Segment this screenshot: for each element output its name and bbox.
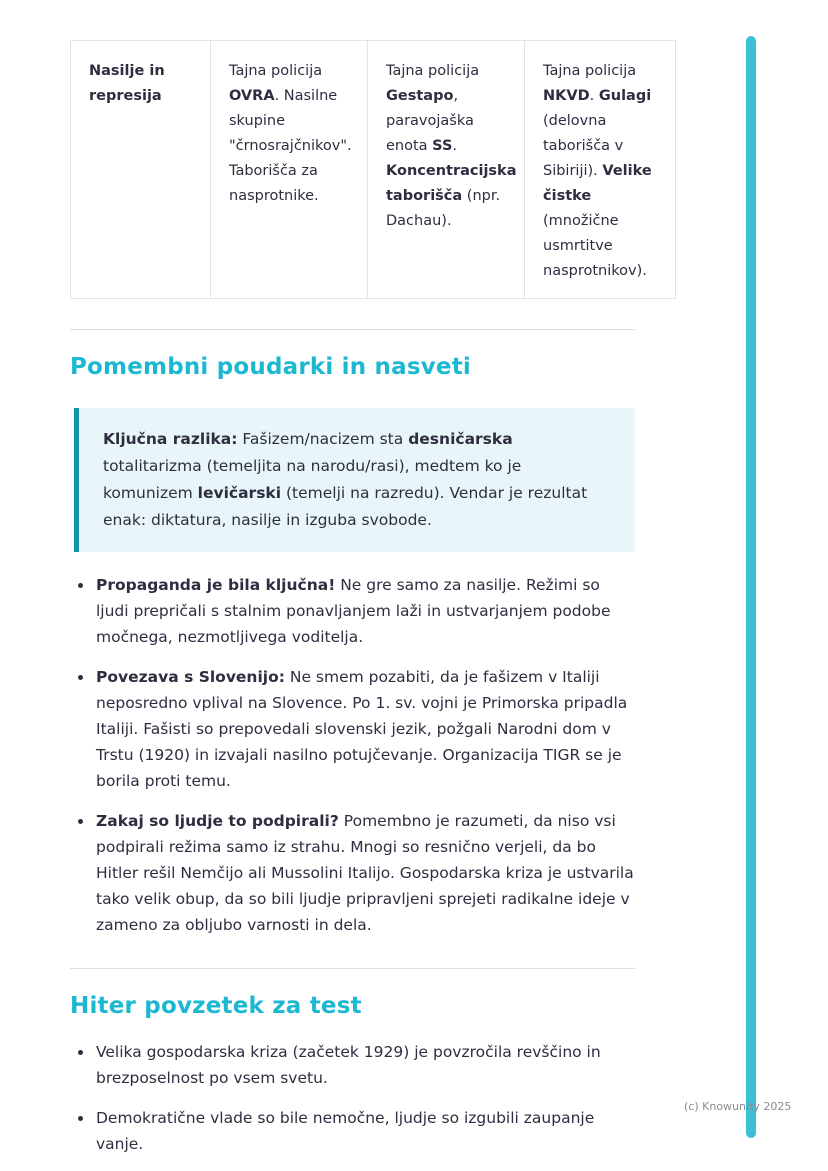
section-heading-highlights: Pomembni poudarki in nasveti [70, 354, 471, 380]
section-divider [70, 329, 635, 330]
section-divider [70, 968, 635, 969]
highlights-bullet-list [70, 572, 636, 938]
list-item: • Propaganda je bila ključna! Ne gre samo za nasilje. Režimi so ljudi prepričali s stalnim ponavljanjem laži in ustvarjanjem podobe močnega, nezmotljivega voditelja. [94, 572, 636, 650]
table-row [71, 41, 676, 299]
table-cell-communism: Tajna policija NKVD. Gulagi (delovna taborišča v Sibiriji). Velike čistke (množične usmrtitve nasprotnikov). [525, 41, 676, 299]
table-cell-nazism: Tajna policija Gestapo, paravojaška enota SS. Koncentracijska taborišča (npr. Dachau). [368, 41, 525, 299]
table-row-header-cell: Nasilje in represija [71, 41, 211, 299]
table-cell-fascism: Tajna policija OVRA. Nasilne skupine "črnosrajčnikov". Taborišča za nasprotnike. [211, 41, 368, 299]
comparison-table [70, 40, 676, 299]
list-item: • Velika gospodarska kriza (začetek 1929) je povzročila revščino in brezposelnost po vsem svetu. [94, 1039, 636, 1091]
callout-text: Ključna razlika: Fašizem/nacizem sta desničarska totalitarizma (temeljita na narodu/rasi), medtem ko je komunizem levičarski (temelji na razredu). Vendar je rezultat enak: diktatura, nasilje in izguba svobode. [103, 430, 588, 529]
list-item: • Povezava s Slovenijo: Ne smem pozabiti, da je fašizem v Italiji neposredno vplival na Slovence. Po 1. sv. vojni je Primorska pripadla Italiji. Fašisti so prepovedali slovenski jezik, požgali Narodni dom v Trstu (1920) in izvajali nasilno potujčevanje. Organizacija TIGR se je borila proti temu. [94, 664, 636, 794]
section-heading-summary: Hiter povzetek za test [70, 993, 362, 1019]
summary-bullet-list [70, 1039, 636, 1157]
list-item: • Demokratične vlade so bile nemočne, ljudje so izgubili zaupanje vanje. [94, 1105, 636, 1157]
list-item: • Zakaj so ljudje to podpirali? Pomembno je razumeti, da niso vsi podpirali režima samo iz strahu. Mnogi so resnično verjeli, da bo Hitler rešil Nemčijo ali Mussolini Italijo. Gospodarska kriza je ustvarila tako velik obup, da so bili ljudje pripravljeni sprejeti radikalne ideje v zameno za obljubo varnosti in dela. [94, 808, 636, 938]
key-difference-callout [74, 408, 635, 552]
copyright-text: (c) Knowunity 2025 [684, 1100, 792, 1113]
vertical-scrollbar[interactable] [746, 36, 756, 1138]
